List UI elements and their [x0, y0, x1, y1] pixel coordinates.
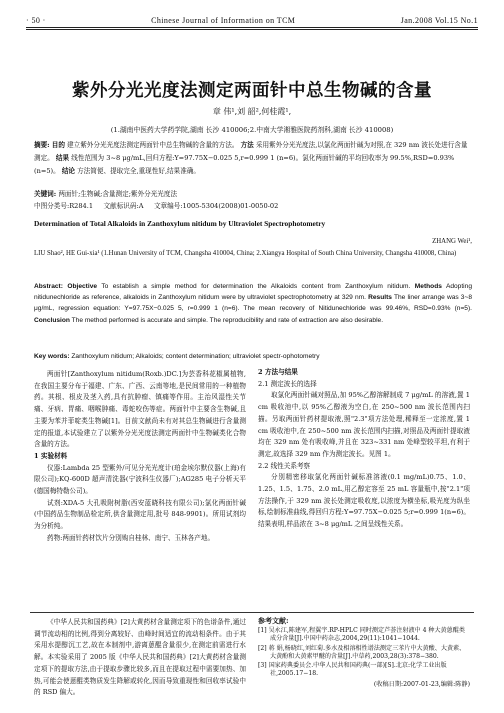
subsection-2-1: 2.1 测定波长的选择 — [258, 379, 317, 388]
purpose-text: 建立紫外分光光度法测定两面针中总生物碱的含量的方法。 — [67, 141, 239, 149]
references-title: 参考文献: — [258, 616, 289, 625]
wavelength-paragraph: 取氯化两面针碱对照品,加 95%乙醇溶解制成 7 μg/mL 的溶液,置 1 cm 吸收池中,以 95%乙醇液为空白,在 250~500 nm 波长范围内扫描。另取两面针药材提取液,照"2.3"项方法处理,稀释至一定浓度,置 1 cm 吸收池中,在 250~500 nm 波长范围内扫描,对照品及两面针提取液均在 329 nm 处有吸收峰,并且在 323~331 nm 处峰型较平坦,有利于测定,故选择 329 nm 作为测定波长。见图 1。 — [258, 391, 470, 458]
keywords-en — [34, 351, 472, 362]
abstract-en-label: Abstract: — [34, 283, 63, 290]
page-number: · 50 · — [26, 16, 46, 25]
section-divider — [30, 612, 474, 613]
conclusion-label: 结论 — [61, 167, 76, 176]
conclusion-en-text: The method performed is accurate and simple. The reproducibility and rate of extraction are also desirable. — [71, 316, 384, 324]
authors-en — [34, 236, 472, 260]
article-title-en: Determination of Total Alkaloids in Zanthoxylum nitidum by Ultraviolet Spectrophotometry — [34, 219, 326, 228]
header-rule-thin — [26, 29, 478, 30]
intro-paragraph: 两面针[Zanthoxylum nitidum(Roxb.)DC.]为芸香科花椒属植物,在我国主要分布于福建、广东、广西、云南等地,是民间常用的一种植物药。其根、根皮及茎入药,具有抗肿瘤、镇痛等作用。主治风湿性关节痛、牙病、胃痛、咽喉肿痛、毒蛇咬伤等症。两面针中主要含生物碱,且主要为苯并菲啶类生物碱[1]。目前文献尚未有对其总生物碱进行含量测定的报道,本试验建立了以紫外分光光度法测定两面针中生物碱类化合物含量的方法。 — [34, 370, 246, 449]
authors-en-line1: ZHANG Wei¹, — [432, 238, 472, 245]
objective-text: To establish a simple method for determination the Alkaloids content from Zanthoxylum nitidum. — [101, 283, 411, 290]
clc-number: 中图分类号:R284.1 — [34, 202, 94, 210]
objective-label: Objective — [67, 283, 98, 290]
result-text: 线性范围为 3~8 μg/mL,回归方程:Y=97.75X−0.025 5,r=0.999 1 (n=6)。氯化两面针碱的平均回收率为 99.5%,RSD=0.93%(n=5)。 — [34, 154, 455, 176]
running-header — [26, 13, 478, 25]
affiliation-cn: (1.湖南中医药大学药学院,湖南 长沙 410006;2.中南大学湘雅医院药剂科,湖南 长沙 410008) — [110, 126, 394, 134]
body-column-right — [258, 367, 470, 531]
reference-item: [1] 吴永江,陈建军,程翼宇.RP-HPLC 同时测定芦荟注射液中 4 种大黄蒽醌类成分含量[J].中国中药杂志,2004,29(11):1041−1044. — [258, 627, 465, 643]
section-heading-2: 2 方法与结果 — [258, 368, 298, 376]
continued-text-left — [34, 617, 246, 699]
authors-en-line2: LIU Shao², HE Gui-xia¹ (1.Hunan University of TCM, Changsha 410004, China; 2.Xiangya Hospital of South China University, Changsha 410008, China) — [34, 250, 457, 257]
methods-text: Adopting nitidunechloride as reference, alkaloids in Zanthoxylum nitidum were by ultraviolet spectrophotometry at 329 nm. — [34, 283, 472, 302]
abstract-cn — [34, 139, 472, 179]
method-text: 采用紫外分光光度法,以氯化两面针碱为对照,在 329 nm 波长处进行含量测定。 — [34, 141, 468, 163]
article-number: 文章编号:1005-5304(2008)01-0050-02 — [153, 202, 279, 210]
reference-item: [2] 蒋 娟,杨晓红,刘红菊.多水及相溶相性谱法测定三苯片中大黄酸、大黄素、大黄酚和大黄素甲醚的含量[J].中草药,2003,28(3):378−380. — [258, 644, 466, 660]
abstract-label: 摘要: — [34, 141, 50, 149]
keywords-en-label: Key words: — [34, 353, 70, 360]
article-title: 紫外分光光度法测定两面针中总生物碱的含量 — [72, 81, 432, 101]
keywords-label: 关键词: — [34, 190, 57, 198]
conclusion-en-label: Conclusion — [34, 316, 70, 324]
reagents-paragraph: 试剂:XDA-5 大孔吸附树脂(西安蓝晓科技有限公司);氯化两面针碱(中国药品生物制品检定所,供含量测定用,批号 848-9901)。所用试剂均为分析纯。 — [34, 498, 246, 531]
journal-name: Chinese Journal of Information on TCM — [151, 16, 296, 25]
conclusion-text: 方法简便、提取完全,重现性好,结果准确。 — [77, 167, 201, 176]
drugs-paragraph: 药物:两面针药材饮片分别购自桂林、南宁、玉林各产地。 — [47, 533, 215, 542]
keywords-text: 两面针;生物碱;含量测定;紫外分光光度法 — [58, 190, 178, 198]
references — [258, 617, 470, 690]
keywords-en-text: Zanthoxylum nitidum; Alkaloids; content determination; ultraviolet spectr-ophotometry — [71, 353, 320, 360]
results-label: Results — [368, 294, 392, 302]
received-date: (收稿日期:2007-01-23,编辑:陈静) — [373, 681, 470, 689]
classification-cn — [34, 201, 472, 212]
method-label: 方法 — [240, 141, 254, 149]
section-heading-1: 1 实验材料 — [34, 451, 68, 460]
doc-code: 文献标识码:A — [103, 202, 144, 210]
result-label: 结果 — [55, 154, 70, 163]
abstract-en — [34, 281, 472, 326]
results-text: The liner arrange was 3~8 μg/mL, regression equation: Y=97.75X−0.025 5, r=0.999 1 (n=6). The mean recovery of Nitidunechloride was 99.46%, RSD=0.93% (n=5). — [34, 294, 472, 313]
authors-cn: 章 伟¹,刘 韶²,何桂霞¹, — [212, 107, 292, 116]
continued-paragraph: 《中华人民共和国药典》[2]大黄药材含量测定项下的色谱条件,通过调节流动相的比例,得到分离较好、由峰时间适宜的流动相条件。由于其采用水提醇沉工艺,故在本制剂中,游离蒽醌含量很少,在测定前需进行水解。本实验采用了 2005 版《中华人民共和国药典》[2]大黄药材含量测定项下的提取方法,由于提取步骤比较多,而且在提取过程中需要加热、加热,可能会使蒽醌类物质发生降解或转化,因而导致重现性和回收率试验中的 RSD 偏大。 — [34, 618, 246, 697]
methods-label: Methods — [414, 283, 442, 290]
linearity-paragraph: 分别精密移取氯化两面针碱标准溶液(0.1 mg/mL)0.75、1.0、1.25、1.5、1.75、2.0 mL,用乙醇定容至 25 mL 容量瓶中,按"2.1"项方法操作,于 329 nm 波长处测定吸收度,以浓度为横坐标,吸光度为纵坐标,绘制标准曲线,得回归方程:Y=97.75X−0.025 5;r=0.999 1(n=6)。结果表明,样品浓在 3~8 μg/mL 之间呈线性关系。 — [258, 473, 470, 529]
instruments-paragraph: 仪器:Lambda 25 型紫外/可见分光光度计(珀金埃尔默仪器(上海)有限公司);KQ-600D 超声清洗器(宁波科生仪器厂);AG285 电子分析天平(德国梅特勒公司)。 — [34, 463, 246, 496]
issue-info: Jan.2008 Vol.15 No.1 — [400, 16, 478, 25]
header-rule — [26, 27, 478, 28]
keywords-cn — [34, 189, 472, 200]
body-column-left — [34, 369, 246, 545]
subsection-2-2: 2.2 线性关系考察 — [258, 461, 311, 470]
purpose-label: 目的 — [51, 141, 65, 149]
reference-item: [3] 国家药典委员会.中华人民共和国药典(一部)[S].北京:化学工业出版社,2005.17−18. — [258, 662, 447, 678]
